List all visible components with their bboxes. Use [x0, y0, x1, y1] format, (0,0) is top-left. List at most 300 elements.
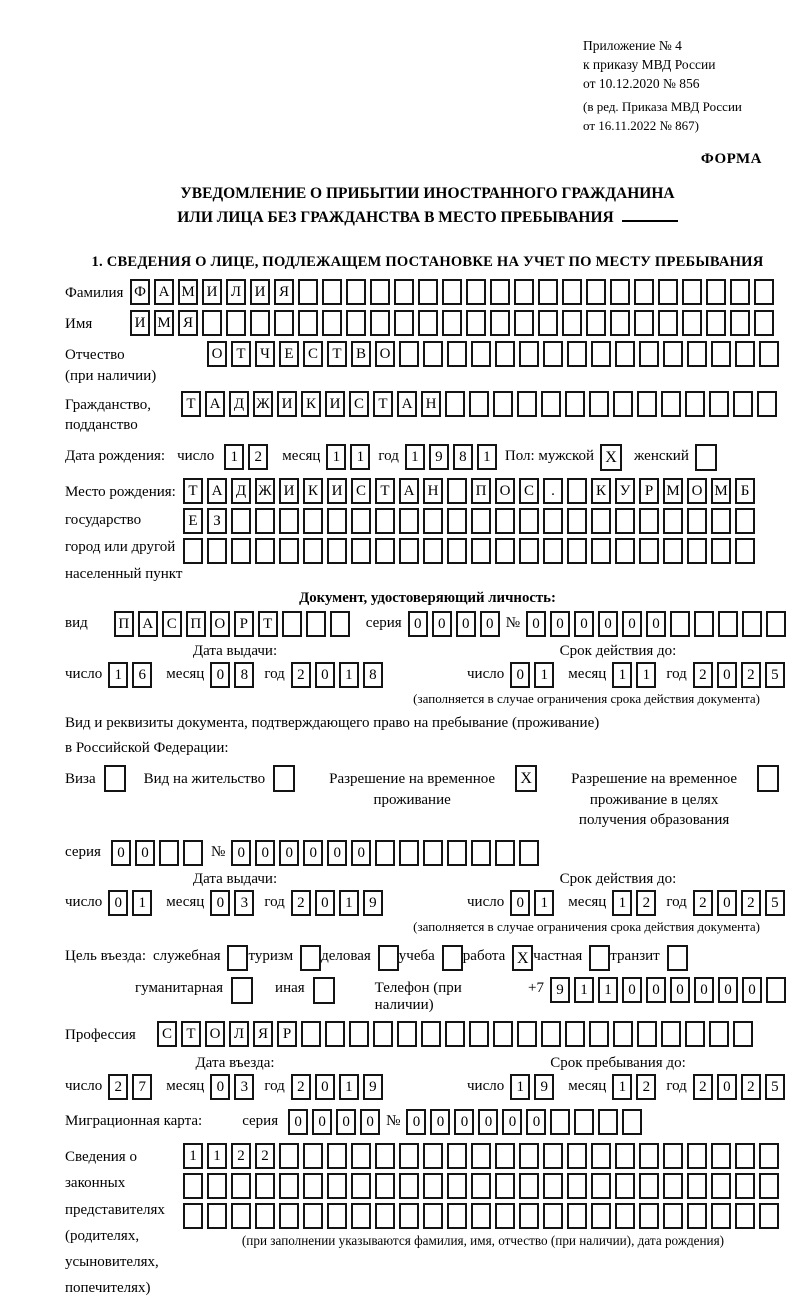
char-box[interactable] — [663, 1143, 683, 1169]
char-box[interactable] — [447, 341, 467, 367]
char-box[interactable] — [634, 310, 654, 336]
char-box[interactable]: Н — [421, 391, 441, 417]
char-box[interactable]: 0 — [210, 890, 230, 916]
char-box[interactable] — [766, 611, 786, 637]
char-box[interactable] — [519, 840, 539, 866]
char-box[interactable] — [591, 1143, 611, 1169]
char-box[interactable]: И — [279, 478, 299, 504]
checkbox[interactable] — [273, 765, 295, 792]
char-box[interactable]: 0 — [279, 840, 299, 866]
char-box[interactable] — [183, 538, 203, 564]
char-box[interactable] — [615, 508, 635, 534]
char-box[interactable]: 0 — [408, 611, 428, 637]
char-box[interactable] — [279, 1143, 299, 1169]
char-box[interactable] — [373, 1021, 393, 1047]
char-box[interactable]: 1 — [183, 1143, 203, 1169]
char-box[interactable] — [550, 1109, 570, 1135]
char-box[interactable] — [279, 1203, 299, 1229]
char-box[interactable] — [346, 279, 366, 305]
char-box[interactable]: 5 — [765, 662, 785, 688]
char-box[interactable] — [639, 1143, 659, 1169]
char-box[interactable]: 8 — [363, 662, 383, 688]
char-box[interactable] — [282, 611, 302, 637]
char-box[interactable]: Т — [183, 478, 203, 504]
char-box[interactable] — [687, 341, 707, 367]
char-box[interactable]: Е — [183, 508, 203, 534]
checkbox[interactable] — [227, 945, 248, 971]
char-box[interactable] — [639, 1203, 659, 1229]
char-box[interactable]: И — [250, 279, 270, 305]
char-box[interactable] — [325, 1021, 345, 1047]
char-box[interactable] — [687, 1143, 707, 1169]
char-box[interactable]: 2 — [693, 1074, 713, 1100]
char-box[interactable]: 1 — [534, 662, 554, 688]
char-box[interactable] — [495, 840, 515, 866]
char-box[interactable]: А — [207, 478, 227, 504]
char-box[interactable]: 0 — [432, 611, 452, 637]
char-box[interactable] — [471, 341, 491, 367]
char-box[interactable]: Д — [231, 478, 251, 504]
char-box[interactable] — [661, 391, 681, 417]
char-box[interactable]: И — [130, 310, 150, 336]
char-box[interactable] — [759, 1143, 779, 1169]
char-box[interactable] — [766, 977, 786, 1003]
char-box[interactable]: А — [397, 391, 417, 417]
char-box[interactable] — [663, 1203, 683, 1229]
char-box[interactable] — [639, 1173, 659, 1199]
char-box[interactable] — [519, 1143, 539, 1169]
char-box[interactable] — [351, 1173, 371, 1199]
char-box[interactable] — [399, 1173, 419, 1199]
char-box[interactable] — [493, 1021, 513, 1047]
char-box[interactable] — [322, 279, 342, 305]
char-box[interactable] — [567, 1203, 587, 1229]
char-box[interactable]: Т — [373, 391, 393, 417]
checkbox[interactable] — [695, 444, 717, 471]
char-box[interactable] — [634, 279, 654, 305]
char-box[interactable]: Т — [231, 341, 251, 367]
char-box[interactable] — [375, 538, 395, 564]
char-box[interactable] — [274, 310, 294, 336]
char-box[interactable] — [742, 611, 762, 637]
char-box[interactable] — [543, 1173, 563, 1199]
char-box[interactable] — [567, 1173, 587, 1199]
checkbox[interactable] — [589, 945, 610, 971]
char-box[interactable] — [735, 538, 755, 564]
char-box[interactable] — [543, 1203, 563, 1229]
char-box[interactable]: 1 — [574, 977, 594, 1003]
char-box[interactable] — [519, 341, 539, 367]
char-box[interactable]: 1 — [350, 444, 370, 470]
char-box[interactable]: Т — [258, 611, 278, 637]
char-box[interactable] — [207, 1203, 227, 1229]
char-box[interactable] — [706, 310, 726, 336]
char-box[interactable] — [327, 1173, 347, 1199]
char-box[interactable]: 0 — [478, 1109, 498, 1135]
char-box[interactable]: И — [202, 279, 222, 305]
char-box[interactable] — [709, 1021, 729, 1047]
checkbox[interactable] — [104, 765, 126, 792]
char-box[interactable]: 1 — [339, 1074, 359, 1100]
char-box[interactable]: Н — [423, 478, 443, 504]
char-box[interactable] — [231, 1173, 251, 1199]
char-box[interactable]: 1 — [510, 1074, 530, 1100]
char-box[interactable] — [730, 310, 750, 336]
char-box[interactable]: В — [351, 341, 371, 367]
char-box[interactable] — [375, 1143, 395, 1169]
char-box[interactable]: 0 — [406, 1109, 426, 1135]
char-box[interactable] — [442, 279, 462, 305]
char-box[interactable]: 2 — [741, 662, 761, 688]
char-box[interactable]: 0 — [646, 611, 666, 637]
char-box[interactable]: П — [471, 478, 491, 504]
char-box[interactable] — [622, 1109, 642, 1135]
char-box[interactable] — [639, 538, 659, 564]
char-box[interactable] — [706, 279, 726, 305]
char-box[interactable] — [298, 310, 318, 336]
char-box[interactable]: С — [349, 391, 369, 417]
char-box[interactable] — [519, 508, 539, 534]
char-box[interactable] — [658, 279, 678, 305]
char-box[interactable] — [471, 508, 491, 534]
char-box[interactable]: 0 — [598, 611, 618, 637]
char-box[interactable] — [423, 508, 443, 534]
char-box[interactable] — [733, 1021, 753, 1047]
char-box[interactable] — [637, 1021, 657, 1047]
char-box[interactable]: 0 — [480, 611, 500, 637]
char-box[interactable]: 3 — [234, 890, 254, 916]
char-box[interactable] — [730, 279, 750, 305]
char-box[interactable]: 0 — [742, 977, 762, 1003]
char-box[interactable]: 0 — [526, 1109, 546, 1135]
char-box[interactable] — [565, 391, 585, 417]
char-box[interactable]: 1 — [534, 890, 554, 916]
char-box[interactable] — [687, 1173, 707, 1199]
char-box[interactable]: 0 — [315, 662, 335, 688]
char-box[interactable] — [327, 1203, 347, 1229]
char-box[interactable] — [517, 1021, 537, 1047]
char-box[interactable]: Я — [253, 1021, 273, 1047]
char-box[interactable]: 1 — [326, 444, 346, 470]
char-box[interactable] — [711, 1143, 731, 1169]
char-box[interactable] — [514, 279, 534, 305]
char-box[interactable] — [423, 341, 443, 367]
char-box[interactable] — [421, 1021, 441, 1047]
char-box[interactable] — [519, 538, 539, 564]
char-box[interactable] — [375, 508, 395, 534]
char-box[interactable]: О — [210, 611, 230, 637]
char-box[interactable] — [718, 611, 738, 637]
char-box[interactable] — [471, 538, 491, 564]
checkbox[interactable] — [378, 945, 399, 971]
char-box[interactable] — [735, 1203, 755, 1229]
char-box[interactable]: 0 — [111, 840, 131, 866]
char-box[interactable] — [543, 341, 563, 367]
char-box[interactable] — [399, 1143, 419, 1169]
char-box[interactable] — [663, 508, 683, 534]
char-box[interactable] — [471, 1173, 491, 1199]
char-box[interactable]: М — [711, 478, 731, 504]
checkbox[interactable] — [667, 945, 688, 971]
char-box[interactable] — [591, 508, 611, 534]
char-box[interactable]: 0 — [694, 977, 714, 1003]
char-box[interactable] — [615, 1173, 635, 1199]
char-box[interactable]: 0 — [574, 611, 594, 637]
char-box[interactable]: Д — [229, 391, 249, 417]
char-box[interactable]: 2 — [636, 890, 656, 916]
char-box[interactable] — [327, 508, 347, 534]
char-box[interactable]: 1 — [477, 444, 497, 470]
char-box[interactable] — [543, 508, 563, 534]
char-box[interactable] — [255, 1173, 275, 1199]
checkbox[interactable] — [300, 945, 321, 971]
checkbox[interactable]: X — [512, 945, 533, 971]
char-box[interactable] — [423, 538, 443, 564]
char-box[interactable] — [327, 538, 347, 564]
char-box[interactable]: 1 — [405, 444, 425, 470]
char-box[interactable]: 0 — [360, 1109, 380, 1135]
char-box[interactable] — [591, 538, 611, 564]
char-box[interactable] — [495, 538, 515, 564]
char-box[interactable] — [565, 1021, 585, 1047]
char-box[interactable] — [694, 611, 714, 637]
char-box[interactable] — [351, 1143, 371, 1169]
char-box[interactable] — [562, 310, 582, 336]
char-box[interactable] — [442, 310, 462, 336]
checkbox[interactable]: X — [515, 765, 537, 792]
char-box[interactable] — [687, 538, 707, 564]
char-box[interactable] — [658, 310, 678, 336]
char-box[interactable] — [399, 341, 419, 367]
char-box[interactable]: С — [519, 478, 539, 504]
char-box[interactable]: 9 — [363, 890, 383, 916]
char-box[interactable]: А — [154, 279, 174, 305]
char-box[interactable] — [183, 1173, 203, 1199]
char-box[interactable]: 9 — [363, 1074, 383, 1100]
char-box[interactable]: К — [591, 478, 611, 504]
char-box[interactable] — [423, 1203, 443, 1229]
char-box[interactable] — [591, 1173, 611, 1199]
char-box[interactable] — [759, 1173, 779, 1199]
char-box[interactable]: 1 — [636, 662, 656, 688]
char-box[interactable]: 2 — [248, 444, 268, 470]
char-box[interactable]: О — [207, 341, 227, 367]
char-box[interactable] — [303, 1203, 323, 1229]
char-box[interactable] — [615, 538, 635, 564]
char-box[interactable] — [519, 1173, 539, 1199]
char-box[interactable] — [493, 391, 513, 417]
char-box[interactable] — [255, 538, 275, 564]
char-box[interactable]: 2 — [291, 1074, 311, 1100]
char-box[interactable] — [586, 279, 606, 305]
char-box[interactable]: Ж — [253, 391, 273, 417]
char-box[interactable]: 1 — [339, 662, 359, 688]
char-box[interactable]: С — [157, 1021, 177, 1047]
char-box[interactable]: 0 — [510, 662, 530, 688]
char-box[interactable]: 0 — [646, 977, 666, 1003]
char-box[interactable] — [637, 391, 657, 417]
char-box[interactable] — [447, 478, 467, 504]
char-box[interactable]: О — [495, 478, 515, 504]
char-box[interactable] — [711, 1173, 731, 1199]
char-box[interactable]: 0 — [430, 1109, 450, 1135]
char-box[interactable] — [231, 508, 251, 534]
char-box[interactable] — [466, 279, 486, 305]
char-box[interactable] — [466, 310, 486, 336]
char-box[interactable]: 0 — [315, 1074, 335, 1100]
char-box[interactable]: 2 — [693, 890, 713, 916]
checkbox[interactable]: X — [600, 444, 622, 471]
char-box[interactable] — [423, 1173, 443, 1199]
char-box[interactable] — [538, 279, 558, 305]
char-box[interactable] — [231, 538, 251, 564]
char-box[interactable] — [447, 508, 467, 534]
char-box[interactable]: Т — [327, 341, 347, 367]
checkbox[interactable] — [231, 977, 253, 1004]
char-box[interactable] — [370, 310, 390, 336]
char-box[interactable] — [735, 508, 755, 534]
char-box[interactable]: 0 — [717, 890, 737, 916]
char-box[interactable] — [471, 840, 491, 866]
char-box[interactable]: Я — [274, 279, 294, 305]
char-box[interactable] — [567, 1143, 587, 1169]
char-box[interactable]: С — [351, 478, 371, 504]
char-box[interactable] — [447, 1173, 467, 1199]
char-box[interactable] — [255, 508, 275, 534]
char-box[interactable] — [615, 1203, 635, 1229]
char-box[interactable]: 2 — [636, 1074, 656, 1100]
char-box[interactable] — [330, 611, 350, 637]
char-box[interactable]: 0 — [336, 1109, 356, 1135]
char-box[interactable] — [447, 840, 467, 866]
char-box[interactable] — [589, 391, 609, 417]
char-box[interactable]: О — [205, 1021, 225, 1047]
char-box[interactable] — [754, 279, 774, 305]
char-box[interactable] — [598, 1109, 618, 1135]
char-box[interactable] — [670, 611, 690, 637]
char-box[interactable]: 0 — [526, 611, 546, 637]
char-box[interactable]: Л — [229, 1021, 249, 1047]
char-box[interactable]: 2 — [291, 662, 311, 688]
char-box[interactable]: 2 — [255, 1143, 275, 1169]
char-box[interactable] — [469, 391, 489, 417]
char-box[interactable]: А — [138, 611, 158, 637]
char-box[interactable]: 0 — [622, 977, 642, 1003]
char-box[interactable] — [159, 840, 179, 866]
char-box[interactable] — [711, 341, 731, 367]
char-box[interactable]: 2 — [741, 890, 761, 916]
char-box[interactable]: К — [303, 478, 323, 504]
char-box[interactable]: 7 — [132, 1074, 152, 1100]
char-box[interactable] — [423, 840, 443, 866]
char-box[interactable] — [399, 538, 419, 564]
char-box[interactable] — [303, 538, 323, 564]
char-box[interactable] — [574, 1109, 594, 1135]
char-box[interactable] — [397, 1021, 417, 1047]
char-box[interactable]: 0 — [231, 840, 251, 866]
char-box[interactable]: 0 — [351, 840, 371, 866]
char-box[interactable]: Е — [279, 341, 299, 367]
char-box[interactable] — [735, 1173, 755, 1199]
char-box[interactable] — [226, 310, 246, 336]
char-box[interactable]: 0 — [312, 1109, 332, 1135]
char-box[interactable] — [279, 1173, 299, 1199]
char-box[interactable]: 1 — [108, 662, 128, 688]
char-box[interactable]: 2 — [693, 662, 713, 688]
char-box[interactable] — [615, 1143, 635, 1169]
char-box[interactable] — [495, 341, 515, 367]
char-box[interactable] — [183, 1203, 203, 1229]
char-box[interactable]: А — [205, 391, 225, 417]
char-box[interactable]: 0 — [717, 1074, 737, 1100]
char-box[interactable]: 6 — [132, 662, 152, 688]
char-box[interactable]: Л — [226, 279, 246, 305]
char-box[interactable]: 1 — [612, 662, 632, 688]
char-box[interactable] — [183, 840, 203, 866]
char-box[interactable]: М — [663, 478, 683, 504]
char-box[interactable]: 1 — [224, 444, 244, 470]
char-box[interactable] — [303, 1173, 323, 1199]
char-box[interactable] — [687, 508, 707, 534]
char-box[interactable]: И — [327, 478, 347, 504]
char-box[interactable] — [327, 1143, 347, 1169]
char-box[interactable]: 5 — [765, 890, 785, 916]
char-box[interactable]: 0 — [303, 840, 323, 866]
char-box[interactable]: 0 — [135, 840, 155, 866]
char-box[interactable]: 8 — [453, 444, 473, 470]
char-box[interactable] — [418, 310, 438, 336]
char-box[interactable]: 0 — [717, 662, 737, 688]
char-box[interactable] — [709, 391, 729, 417]
char-box[interactable] — [514, 310, 534, 336]
char-box[interactable]: 0 — [288, 1109, 308, 1135]
char-box[interactable] — [202, 310, 222, 336]
char-box[interactable] — [447, 538, 467, 564]
char-box[interactable] — [567, 478, 587, 504]
char-box[interactable] — [543, 1143, 563, 1169]
char-box[interactable]: 0 — [510, 890, 530, 916]
char-box[interactable] — [207, 538, 227, 564]
checkbox[interactable] — [442, 945, 463, 971]
char-box[interactable] — [586, 310, 606, 336]
char-box[interactable] — [661, 1021, 681, 1047]
char-box[interactable]: З — [207, 508, 227, 534]
char-box[interactable] — [447, 1203, 467, 1229]
char-box[interactable] — [663, 538, 683, 564]
char-box[interactable] — [394, 310, 414, 336]
char-box[interactable] — [759, 341, 779, 367]
char-box[interactable] — [231, 1203, 251, 1229]
char-box[interactable]: 0 — [210, 662, 230, 688]
char-box[interactable] — [469, 1021, 489, 1047]
char-box[interactable]: Ф — [130, 279, 150, 305]
char-box[interactable] — [301, 1021, 321, 1047]
char-box[interactable] — [541, 1021, 561, 1047]
char-box[interactable] — [615, 341, 635, 367]
char-box[interactable] — [298, 279, 318, 305]
char-box[interactable]: 2 — [231, 1143, 251, 1169]
char-box[interactable] — [255, 1203, 275, 1229]
char-box[interactable] — [591, 1203, 611, 1229]
char-box[interactable] — [490, 279, 510, 305]
char-box[interactable]: Р — [277, 1021, 297, 1047]
char-box[interactable] — [591, 341, 611, 367]
char-box[interactable] — [306, 611, 326, 637]
char-box[interactable]: 0 — [670, 977, 690, 1003]
char-box[interactable] — [346, 310, 366, 336]
char-box[interactable] — [418, 279, 438, 305]
char-box[interactable] — [733, 391, 753, 417]
